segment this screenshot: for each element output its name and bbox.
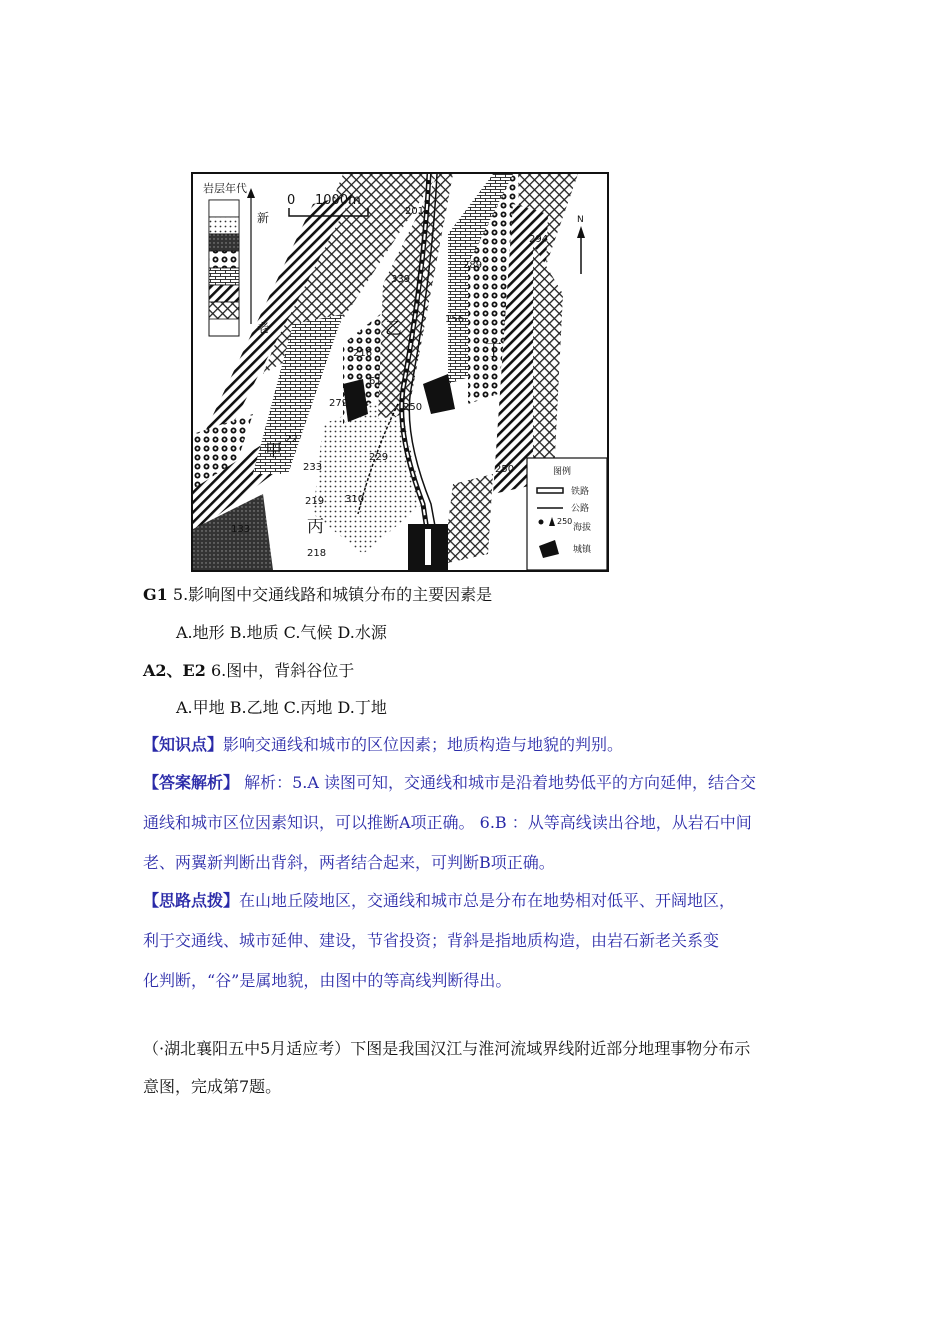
elevation-label: 250 xyxy=(495,464,515,475)
intro-line-1: （·湖北襄阳五中5月适应考）下图是我国汉江与淮河流域界线附近部分地理事物分布示 xyxy=(143,1039,751,1058)
knowledge-point xyxy=(143,734,623,756)
key-elevation-label: 海拔 xyxy=(573,523,592,533)
elevation-label: 156 xyxy=(445,314,465,325)
geology-map xyxy=(191,172,609,572)
key-railway-label: 铁路 xyxy=(571,487,590,497)
question-5 xyxy=(143,584,492,606)
elevation-label: 233 xyxy=(303,462,323,473)
question-6 xyxy=(143,660,354,682)
place-yi: 乙 xyxy=(385,319,402,339)
elevation-label: 201 xyxy=(405,206,425,217)
elevation-label: 218 xyxy=(307,548,327,559)
question-5-stem: 5.影响图中交通线路和城镇分布的主要因素是 xyxy=(172,585,493,604)
rock-band-cross-south xyxy=(443,474,493,564)
scale-distance: 1000m xyxy=(315,193,361,208)
analysis-line-2: 通线和城市区位因素知识，可以推断A项正确。 6.B ：从等高线读出谷地，从岩石中间 xyxy=(143,813,752,832)
rock-band-dots-center xyxy=(313,394,423,554)
question-6-stem: 6.图中，背斜谷位于 xyxy=(210,661,355,680)
legend-title: 岩层年代 xyxy=(203,182,247,195)
analysis-tag: 【答案解析】 xyxy=(143,773,240,792)
geology-map-drawing xyxy=(193,174,607,570)
place-bing: 丙 xyxy=(307,517,324,537)
key-road-label: 公路 xyxy=(571,504,590,514)
elevation-label: 289 xyxy=(463,260,483,271)
legend-new-label: 新 xyxy=(257,211,270,225)
question-6-options: A.甲地 B.乙地 C.丙地 D.丁地 xyxy=(176,698,387,717)
analysis-line-1: 【答案解析】 解析：5.A 读图可知，交通线和城市是沿着地势低平的方向延伸，结合交 xyxy=(143,773,757,792)
question-5-options: A.地形 B.地质 C.气候 D.水源 xyxy=(176,623,387,642)
elevation-label: 250 xyxy=(403,402,423,413)
place-jia: 甲 xyxy=(265,441,282,461)
scale-zero: 0 xyxy=(287,193,296,208)
elevation-label: 133 xyxy=(231,524,251,535)
place-ding: 丁 xyxy=(485,341,502,361)
key-town-label: 城镇 xyxy=(573,545,592,555)
elevation-label: 339 xyxy=(391,274,411,285)
thinking-line-2: 利于交通线、城市延伸、建设，节省投资；背斜是指地质构造，由岩石新老关系变 xyxy=(143,931,720,950)
elevation-label: 229 xyxy=(369,452,389,463)
thinking-line-3: 化判断，“谷”是属地貌，由图中的等高线判断得出。 xyxy=(143,971,512,990)
knowledge-tag: 【知识点】 xyxy=(143,735,224,754)
knowledge-text: 影响交通线和城市的区位因素；地质构造与地貌的判别。 xyxy=(223,735,624,754)
north-label: N xyxy=(577,215,584,225)
elevation-label: 22 xyxy=(285,434,298,445)
elevation-label: 219 xyxy=(305,496,325,507)
analysis-line-3: 老、两翼新判断出背斜，两者结合起来，可判断B项正确。 xyxy=(143,853,555,872)
elevation-label: 279 xyxy=(329,398,349,409)
elevation-label: 294 xyxy=(529,234,549,245)
intro-line-2: 意图，完成第7题。 xyxy=(143,1077,282,1096)
elevation-label: 310 xyxy=(345,494,365,505)
thinking-tag: 【思路点拨】 xyxy=(143,891,240,910)
elevation-label: 216 xyxy=(353,348,373,359)
legend-old-label: 老 xyxy=(257,321,270,335)
elevation-label: 61 xyxy=(369,376,382,387)
key-elevation-value: 250 xyxy=(557,517,573,526)
question-6-code: A2、E2 xyxy=(143,661,206,680)
key-title: 图例 xyxy=(553,467,572,477)
thinking-line-1: 【思路点拨】在山地丘陵地区，交通线和城市总是分布在地势相对低平、开阔地区， xyxy=(143,891,736,910)
question-5-code: G1 xyxy=(143,585,168,604)
